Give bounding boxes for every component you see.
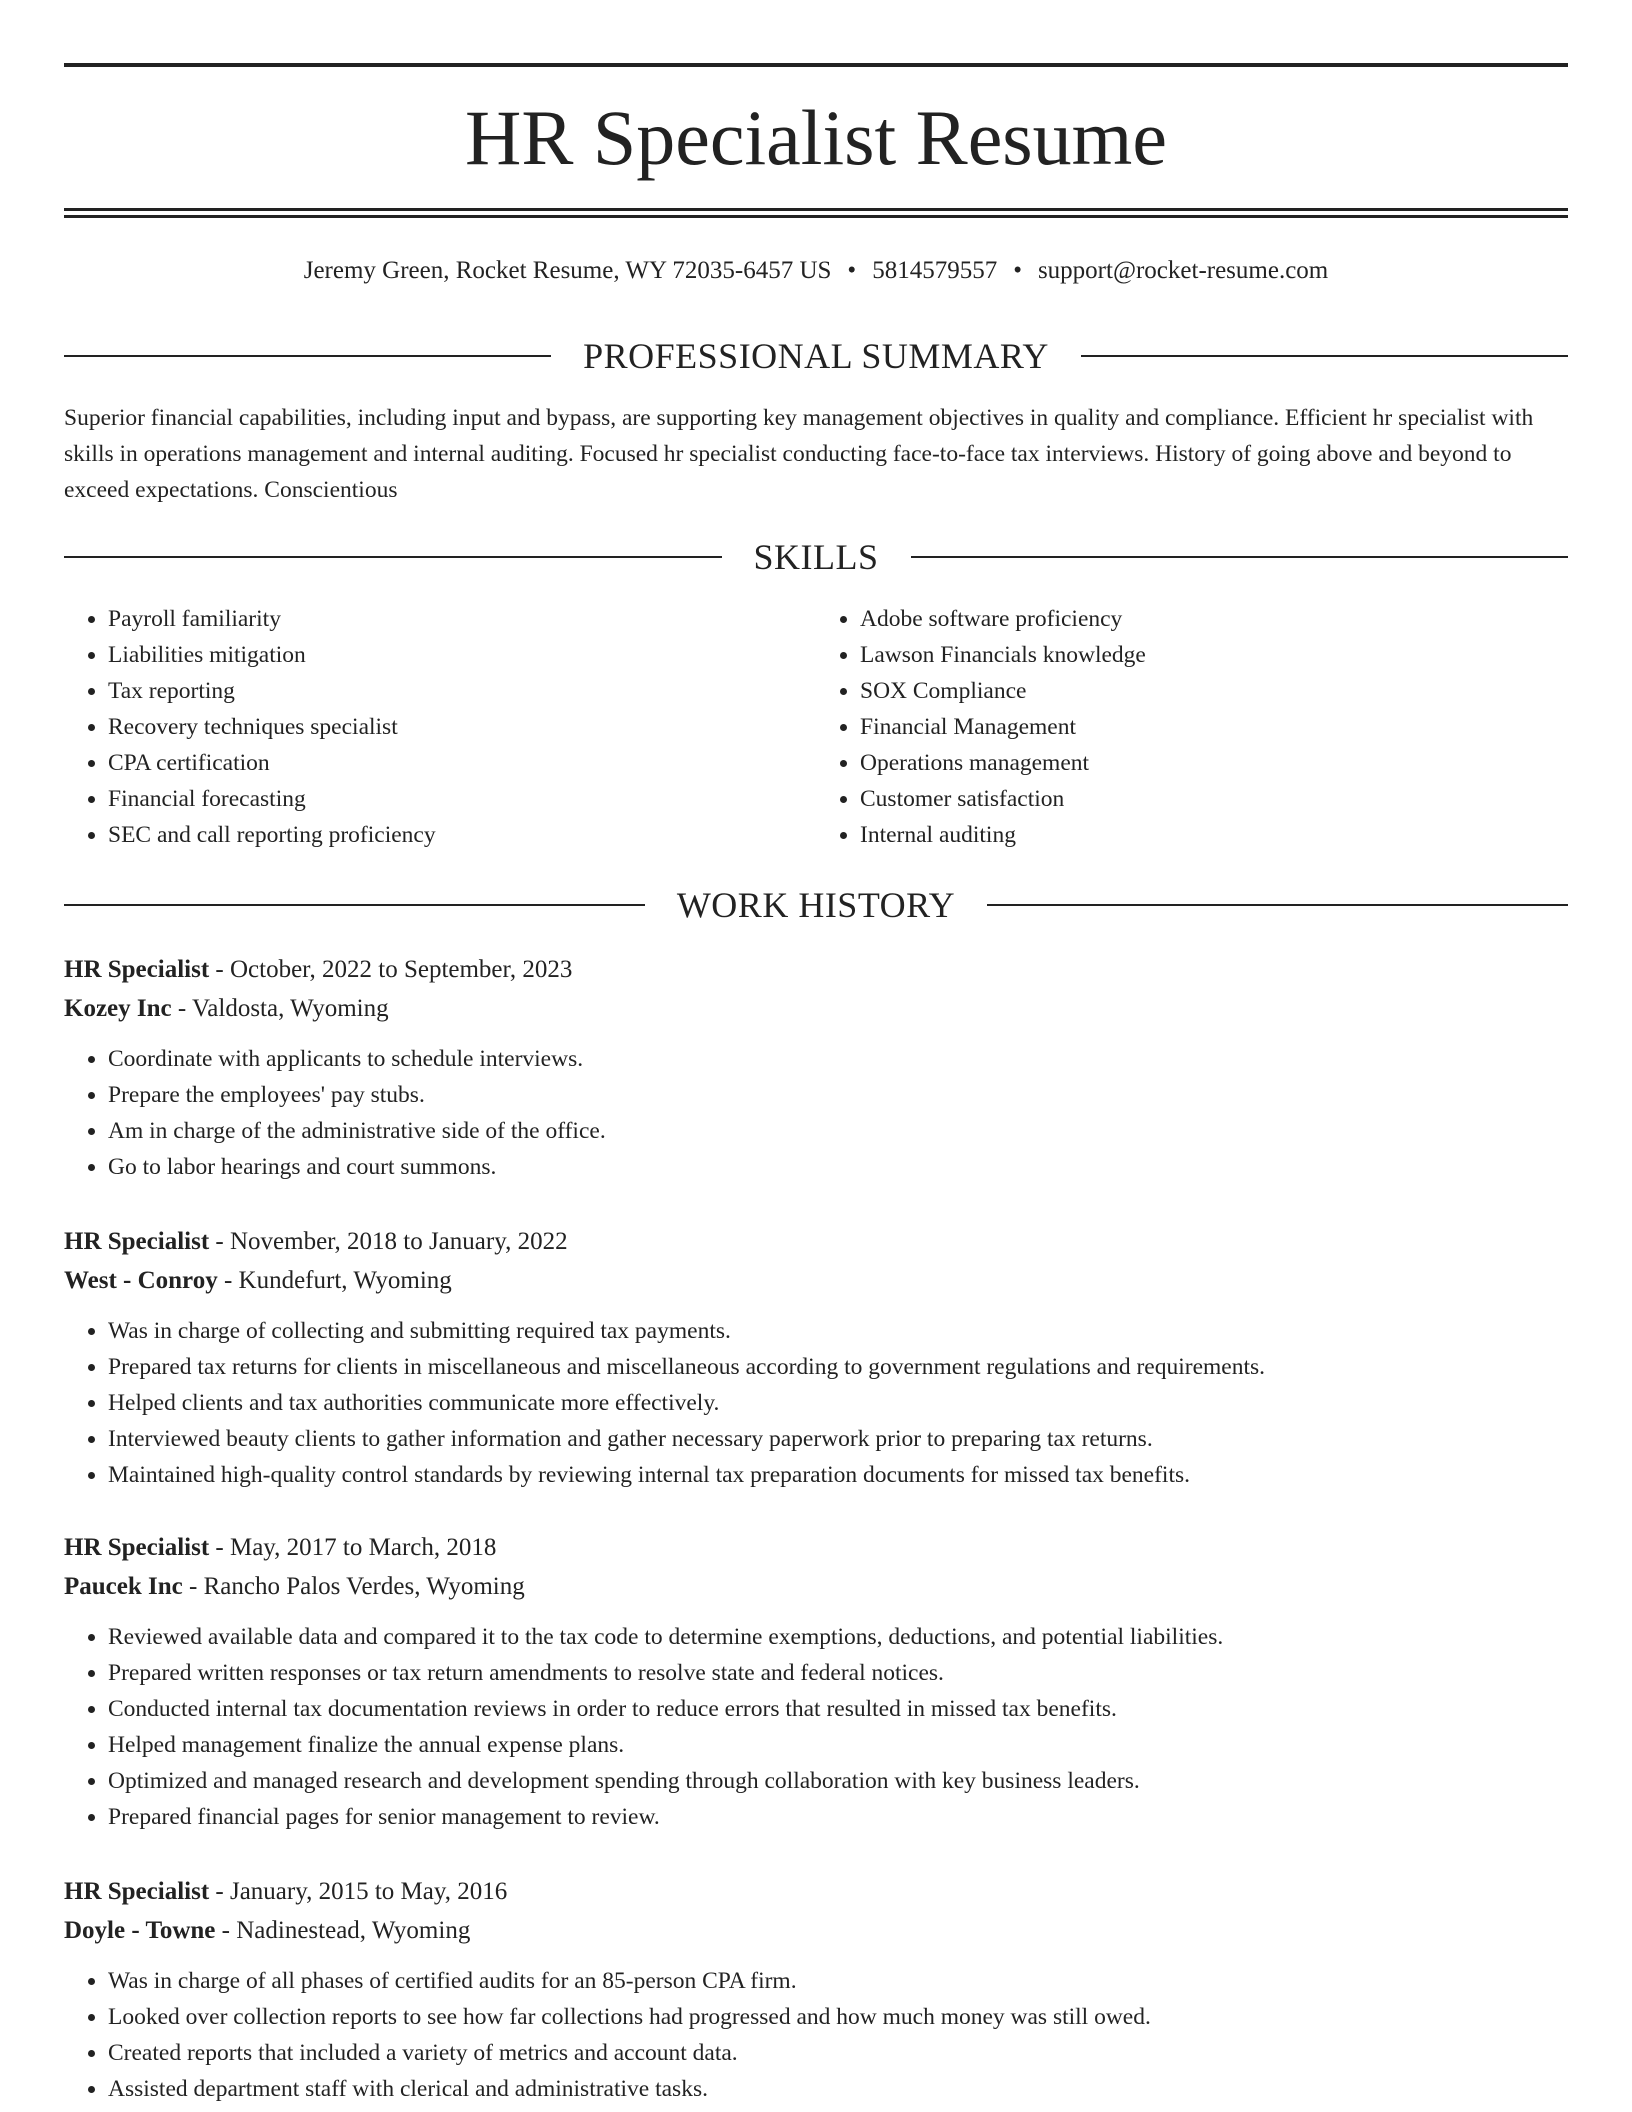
job-entry xyxy=(64,950,1568,1185)
heading-rule-right xyxy=(911,556,1569,558)
job-dates: - May, 2017 to March, 2018 xyxy=(209,1534,497,1561)
skill-item: • Tax reporting xyxy=(108,673,816,709)
skill-item: • Adobe software proficiency xyxy=(860,601,1568,637)
contact-phone: 5814579557 xyxy=(872,257,998,284)
job-bullet: • Prepare the employees' pay stubs. xyxy=(108,1077,1568,1113)
work-heading: WORK HISTORY xyxy=(676,885,956,925)
job-bullet: • Assisted department staff with clerical and administrative tasks. xyxy=(108,2071,1568,2107)
job-role: HR Specialist xyxy=(64,1878,210,1905)
job-bullet: • Was in charge of all phases of certified audits for an 85-person CPA firm. xyxy=(108,1963,1568,1999)
job-dates: - January, 2015 to May, 2016 xyxy=(209,1878,508,1905)
job-entry xyxy=(64,1528,1568,1835)
job-bullet: • Was in charge of collecting and submitting required tax payments. xyxy=(108,1313,1568,1349)
job-dates: - November, 2018 to January, 2022 xyxy=(209,1228,568,1255)
summary-text: Superior financial capabilities, including input and bypass, are supporting key management objectives in quality and compliance. Efficient hr specialist with skills in operations management and internal auditing. Focused hr specialist conducting face-to-face tax interviews. History of going above and beyond to exceed expectations. Conscientious xyxy=(64,405,1534,503)
skill-item: • Customer satisfaction xyxy=(860,781,1568,817)
job-entry xyxy=(64,1872,1568,2107)
contact-email: support@rocket-resume.com xyxy=(1037,257,1329,284)
job-bullet: • Go to labor hearings and court summons. xyxy=(108,1149,1568,1185)
skill-item: • CPA certification xyxy=(108,745,816,781)
job-location: - Nadinestead, Wyoming xyxy=(215,1917,471,1944)
skill-item: • SEC and call reporting proficiency xyxy=(108,817,816,853)
skill-item: • Operations management xyxy=(860,745,1568,781)
job-role: HR Specialist xyxy=(64,1534,210,1561)
job-role: HR Specialist xyxy=(64,1228,210,1255)
job-bullet: • Prepared written responses or tax return amendments to resolve state and federal notices. xyxy=(108,1655,1568,1691)
job-role: HR Specialist xyxy=(64,956,210,983)
job-bullet: • Helped management finalize the annual expense plans. xyxy=(108,1727,1568,1763)
skill-item: • Financial forecasting xyxy=(108,781,816,817)
job-title-line xyxy=(64,1528,1568,1567)
job-company-line xyxy=(64,1261,1568,1300)
job-location: - Rancho Palos Verdes, Wyoming xyxy=(182,1573,525,1600)
skill-item: • Recovery techniques specialist xyxy=(108,709,816,745)
job-bullet: • Created reports that included a variety of metrics and account data. xyxy=(108,2035,1568,2071)
job-bullet: • Maintained high-quality control standards by reviewing internal tax preparation documents for missed tax benefits. xyxy=(108,1457,1568,1493)
job-bullet: • Looked over collection reports to see how far collections had progressed and how much money was still owed. xyxy=(108,1999,1568,2035)
contact-line xyxy=(64,254,1568,288)
skills-heading: SKILLS xyxy=(753,537,879,577)
contact-address: Jeremy Green, Rocket Resume, WY 72035-6457 US xyxy=(303,257,832,284)
job-bullet: • Helped clients and tax authorities communicate more effectively. xyxy=(108,1385,1568,1421)
skills-list xyxy=(64,601,1568,853)
heading-rule-left xyxy=(64,355,551,357)
title-double-rule xyxy=(64,208,1568,218)
skill-item: • Payroll familiarity xyxy=(108,601,816,637)
skill-item: • Internal auditing xyxy=(860,817,1568,853)
job-location: - Valdosta, Wyoming xyxy=(171,995,389,1022)
job-company-line xyxy=(64,1911,1568,1950)
job-bullet: • Am in charge of the administrative side of the office. xyxy=(108,1113,1568,1149)
skill-item: • Liabilities mitigation xyxy=(108,637,816,673)
top-rule xyxy=(64,63,1568,67)
job-bullet: • Prepared financial pages for senior management to review. xyxy=(108,1799,1568,1835)
skills-section-heading xyxy=(64,535,1568,579)
skills-column-left xyxy=(64,601,816,853)
job-title-line xyxy=(64,950,1568,989)
job-company: West - Conroy xyxy=(64,1267,218,1294)
page-title: HR Specialist Resume xyxy=(465,94,1167,181)
contact-separator: • xyxy=(847,257,857,284)
job-bullets xyxy=(64,1313,1568,1493)
job-title-line xyxy=(64,1222,1568,1261)
job-bullet: • Reviewed available data and compared it to the tax code to determine exemptions, deductions, and potential liabilities. xyxy=(108,1619,1568,1655)
summary-section-heading xyxy=(64,334,1568,378)
skill-item: • SOX Compliance xyxy=(860,673,1568,709)
job-company: Kozey Inc xyxy=(64,995,172,1022)
job-bullet: • Interviewed beauty clients to gather information and gather necessary paperwork prior to preparing tax returns. xyxy=(108,1421,1568,1457)
skills-column-right xyxy=(816,601,1568,853)
job-company: Paucek Inc xyxy=(64,1573,183,1600)
heading-rule-left xyxy=(64,904,645,906)
job-company-line xyxy=(64,1567,1568,1606)
heading-rule-left xyxy=(64,556,722,558)
heading-rule-right xyxy=(987,904,1568,906)
job-bullet: • Conducted internal tax documentation reviews in order to reduce errors that resulted in missed tax benefits. xyxy=(108,1691,1568,1727)
job-bullets xyxy=(64,1041,1568,1185)
job-entry xyxy=(64,1222,1568,1493)
job-bullet: • Optimized and managed research and development spending through collaboration with key business leaders. xyxy=(108,1763,1568,1799)
skill-item: • Lawson Financials knowledge xyxy=(860,637,1568,673)
work-section-heading xyxy=(64,883,1568,927)
job-bullet: • Coordinate with applicants to schedule interviews. xyxy=(108,1041,1568,1077)
job-company-line xyxy=(64,989,1568,1028)
job-dates: - October, 2022 to September, 2023 xyxy=(209,956,573,983)
job-company: Doyle - Towne xyxy=(64,1917,216,1944)
job-bullets xyxy=(64,1619,1568,1835)
skill-item: • Financial Management xyxy=(860,709,1568,745)
summary-heading: PROFESSIONAL SUMMARY xyxy=(583,336,1049,376)
job-bullet: • Prepared tax returns for clients in miscellaneous and miscellaneous according to government regulations and requirements. xyxy=(108,1349,1568,1385)
heading-rule-right xyxy=(1081,355,1568,357)
job-location: - Kundefurt, Wyoming xyxy=(217,1267,452,1294)
job-bullets xyxy=(64,1963,1568,2107)
job-title-line xyxy=(64,1872,1568,1911)
contact-separator: • xyxy=(1013,257,1022,284)
